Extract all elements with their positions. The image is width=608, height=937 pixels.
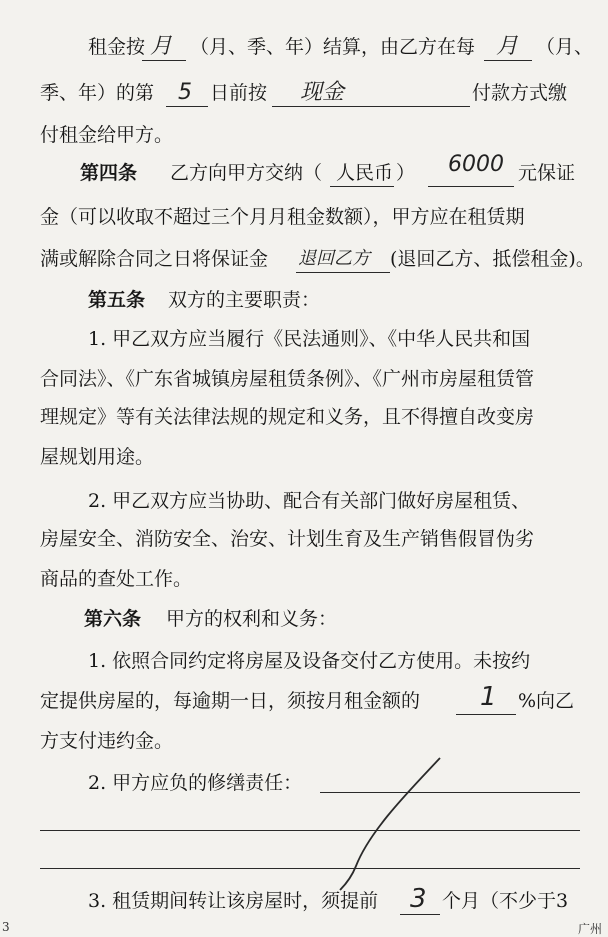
- edge-mark: 广州: [578, 922, 603, 936]
- handwritten-deposit-amount: 6000: [448, 152, 504, 177]
- page-number: 3: [2, 920, 10, 934]
- text: 季、年）的第: [40, 82, 155, 104]
- handwritten-percent: 1: [480, 682, 497, 712]
- text: 商品的查处工作。: [40, 568, 193, 590]
- text: 租金按: [88, 36, 146, 58]
- handwritten-cycle: 月: [150, 34, 173, 59]
- text: 合同法》、《广东省城镇房屋租赁条例》、《广州市房屋租赁管: [40, 368, 535, 390]
- text: 2. 甲方应负的修缮责任：: [88, 772, 303, 794]
- text: 满或解除合同之日将保证金: [40, 248, 269, 270]
- text: 金（可以收取不超过三个月月租金数额），甲方应在租赁期: [40, 206, 525, 228]
- text: 付款方式缴: [472, 82, 568, 104]
- text: 定提供房屋的，每逾期一日，须按月租金额的: [40, 690, 421, 712]
- text: 乙方向甲方交纳（: [170, 162, 323, 184]
- text: （月、季、年）结算，由乙方在每: [190, 36, 476, 58]
- currency-fill: 人民币: [336, 162, 394, 184]
- article4-heading: 第四条: [80, 162, 138, 184]
- text: %向乙: [518, 690, 575, 712]
- text: 个月（不少于3: [442, 890, 569, 912]
- text: 日前按: [210, 82, 268, 104]
- text: 3. 租赁期间转让该房屋时，须提前: [88, 890, 379, 912]
- text: 1. 甲乙双方应当履行《民法通则》、《中华人民共和国: [88, 328, 531, 350]
- text: 付租金给甲方。: [40, 124, 174, 146]
- fill-underline: [400, 914, 440, 915]
- handwritten-day: 5: [178, 80, 192, 105]
- article6-heading: 第六条: [84, 608, 142, 630]
- article6-item3-line: [0, 884, 608, 918]
- handwritten-notice-months: 3: [410, 884, 427, 914]
- text: 屋规划用途。: [40, 446, 155, 468]
- handwritten-refund: 退回乙方: [298, 248, 370, 269]
- handwritten-method: 现金: [300, 80, 345, 105]
- text: 理规定》等有关法律法规的规定和义务，且不得擅自改变房: [40, 406, 535, 428]
- text: ）: [396, 162, 416, 184]
- handwritten-cycle-2: 月: [496, 34, 519, 59]
- text: 元保证: [518, 162, 576, 184]
- text: 1. 依照合同约定将房屋及设备交付乙方使用。未按约: [88, 650, 531, 672]
- text: （月、: [536, 36, 594, 58]
- text: (退回乙方、抵偿租金)。: [390, 248, 595, 270]
- article6-title: 甲方的权利和义务：: [166, 608, 338, 630]
- article5-title: 双方的主要职责：: [168, 289, 321, 311]
- text: 2. 甲乙双方应当协助、配合有关部门做好房屋租赁、: [88, 490, 531, 512]
- text: 房屋安全、消防安全、治安、计划生育及生产销售假冒伪劣: [40, 528, 535, 550]
- text: 方支付违约金。: [40, 730, 174, 752]
- article5-heading: 第五条: [88, 289, 146, 311]
